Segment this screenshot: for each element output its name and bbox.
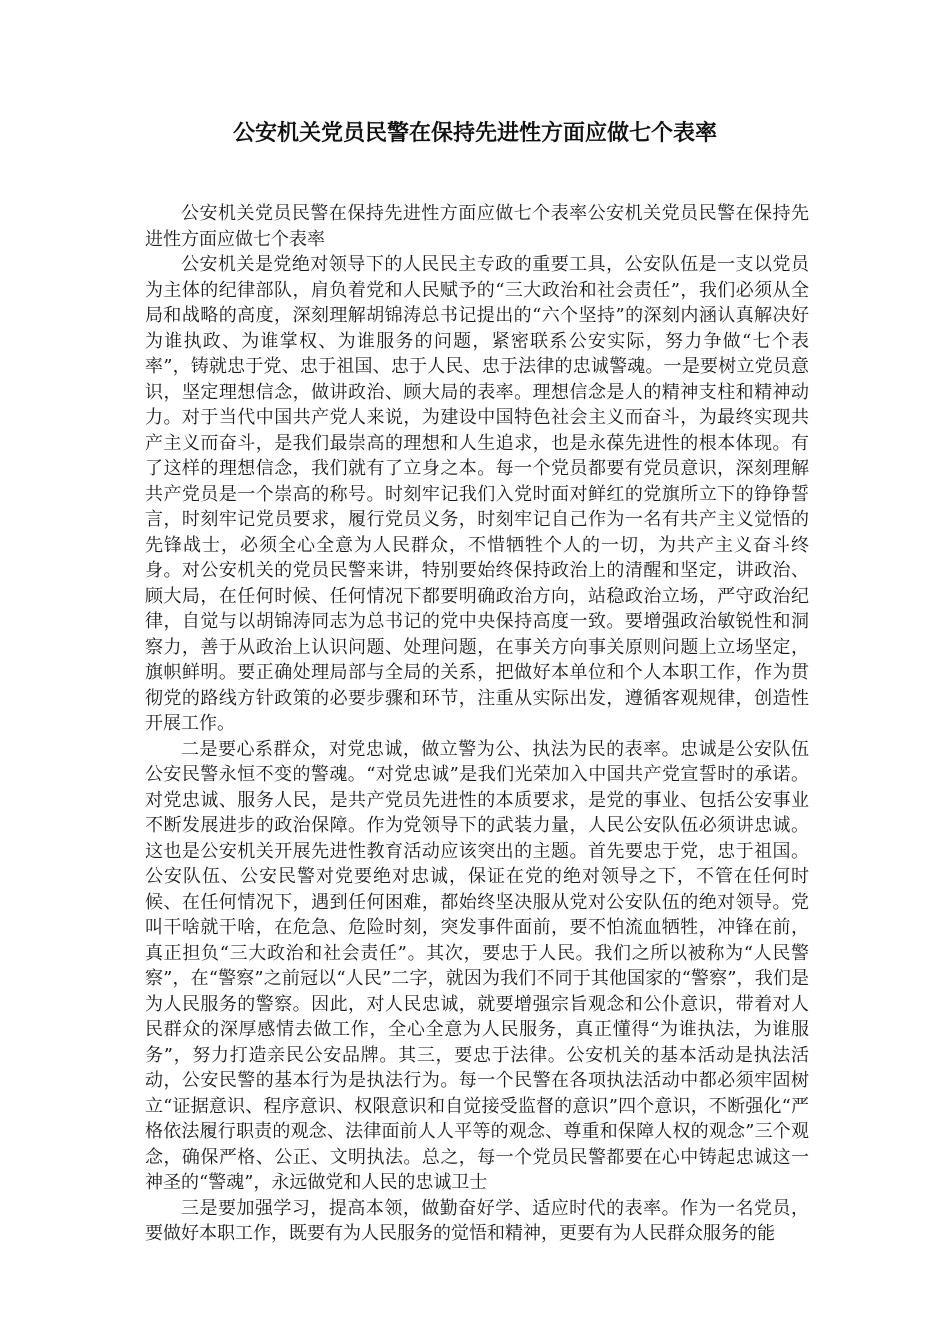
paragraph-first-point: 公安机关是党绝对领导下的人民民主专政的重要工具，公安队伍是一支以党员为主体的纪律部队，肩负着党和人民赋予的“三大政治和社会责任”，我们必须从全局和战略的高度，深刻理解胡锦涛总书记提出的“六个坚持”的深刻内涵认真解决好为谁执政、为谁掌权、为谁服务的问题，紧密联系公安实际，努力争做“七个表率”，铸就忠于党、忠于祖国、忠于人民、忠于法律的忠诚警魂。一是要树立党员意识，坚定理想信念，做讲政治、顾大局的表率。理想信念是人的精神支柱和精神动力。对于当代中国共产党人来说，为建设中国特色社会主义而奋斗，为最终实现共产主义而奋斗，是我们最崇高的理想和人生追求，也是永葆先进性的根本体现。有了这样的理想信念，我们就有了立身之本。每一个党员都要有党员意识，深刻理解共产党员是一个崇高的称号。时刻牢记我们入党时面对鲜红的党旗所立下的铮铮誓言，时刻牢记党员要求，履行党员义务，时刻牢记自己作为一名有共产主义觉悟的先锋战士，必须全心全意为人民群众，不惜牺牲个人的一切，为共产主义奋斗终身。对公安机关的党员民警来讲，特别要始终保持政治上的清醒和坚定，讲政治、顾大局，在任何时候、任何情况下都要明确政治方向，站稳政治立场，严守政治纪律，自觉与以胡锦涛同志为总书记的党中央保持高度一致。要增强政治敏锐性和洞察力，善于从政治上认识问题、处理问题，在事关方向事关原则问题上立场坚定，旗帜鲜明。要正确处理局部与全局的关系，把做好本单位和个人本职工作，作为贯彻党的路线方针政策的必要步骤和环节，注重从实际出发，遵循客观规律，创造性开展工作。 <box>145 254 809 734</box>
paragraph-intro: 公安机关党员民警在保持先进性方面应做七个表率公安机关党员民警在保持先进性方面应做七个表率 <box>145 203 809 250</box>
document-body <box>145 201 809 1247</box>
paragraph-third-point: 三是要加强学习，提高本领，做勤奋好学、适应时代的表率。作为一名党员，要做好本职工作，既要有为人民服务的觉悟和精神，更要有为人民群众服务的能 <box>145 1197 809 1244</box>
paragraph-second-point: 二是要心系群众，对党忠诚，做立警为公、执法为民的表率。忠诚是公安队伍公安民警永恒不变的警魂。“对党忠诚”是我们光荣加入中国共产党宣誓时的承诺。对党忠诚、服务人民，是共产党员先进性的本质要求，是党的事业、包括公安事业不断发展进步的政治保障。作为党领导下的武装力量，人民公安队伍必须讲忠诚。这也是公安机关开展先进性教育活动应该突出的主题。首先要忠于党，忠于祖国。公安队伍、公安民警对党要绝对忠诚，保证在党的绝对领导之下，不管在任何时候、在任何情况下，遇到任何困难，都始终坚决服从党对公安队伍的绝对领导。党叫干啥就干啥，在危急、危险时刻，突发事件面前，要不怕流血牺牲，冲锋在前，真正担负“三大政治和社会责任”。其次，要忠于人民。我们之所以被称为“人民警察”，在“警察”之前冠以“人民”二字，就因为我们不同于其他国家的“警察”，我们是为人民服务的警察。因此，对人民忠诚，就要增强宗旨观念和公仆意识，带着对人民群众的深厚感情去做工作，全心全意为人民服务，真正懂得“为谁执法，为谁服务”，努力打造亲民公安品牌。其三，要忠于法律。公安机关的基本活动是执法活动，公安民警的基本行为是执法行为。每一个民警在各项执法活动中都必须牢固树立“证据意识、程序意识、权限意识和自觉接受监督的意识”四个意识，不断强化“严格依法履行职责的观念、法律面前人人平等的观念、尊重和保障人权的观念”三个观念，确保严格、公正、文明执法。总之，每一个党员民警都要在心中铸起忠诚这一神圣的“警魂”，永远做党和人民的忠诚卫士 <box>145 738 809 1193</box>
document-title: 公安机关党员民警在保持先进性方面应做七个表率 <box>232 120 717 146</box>
